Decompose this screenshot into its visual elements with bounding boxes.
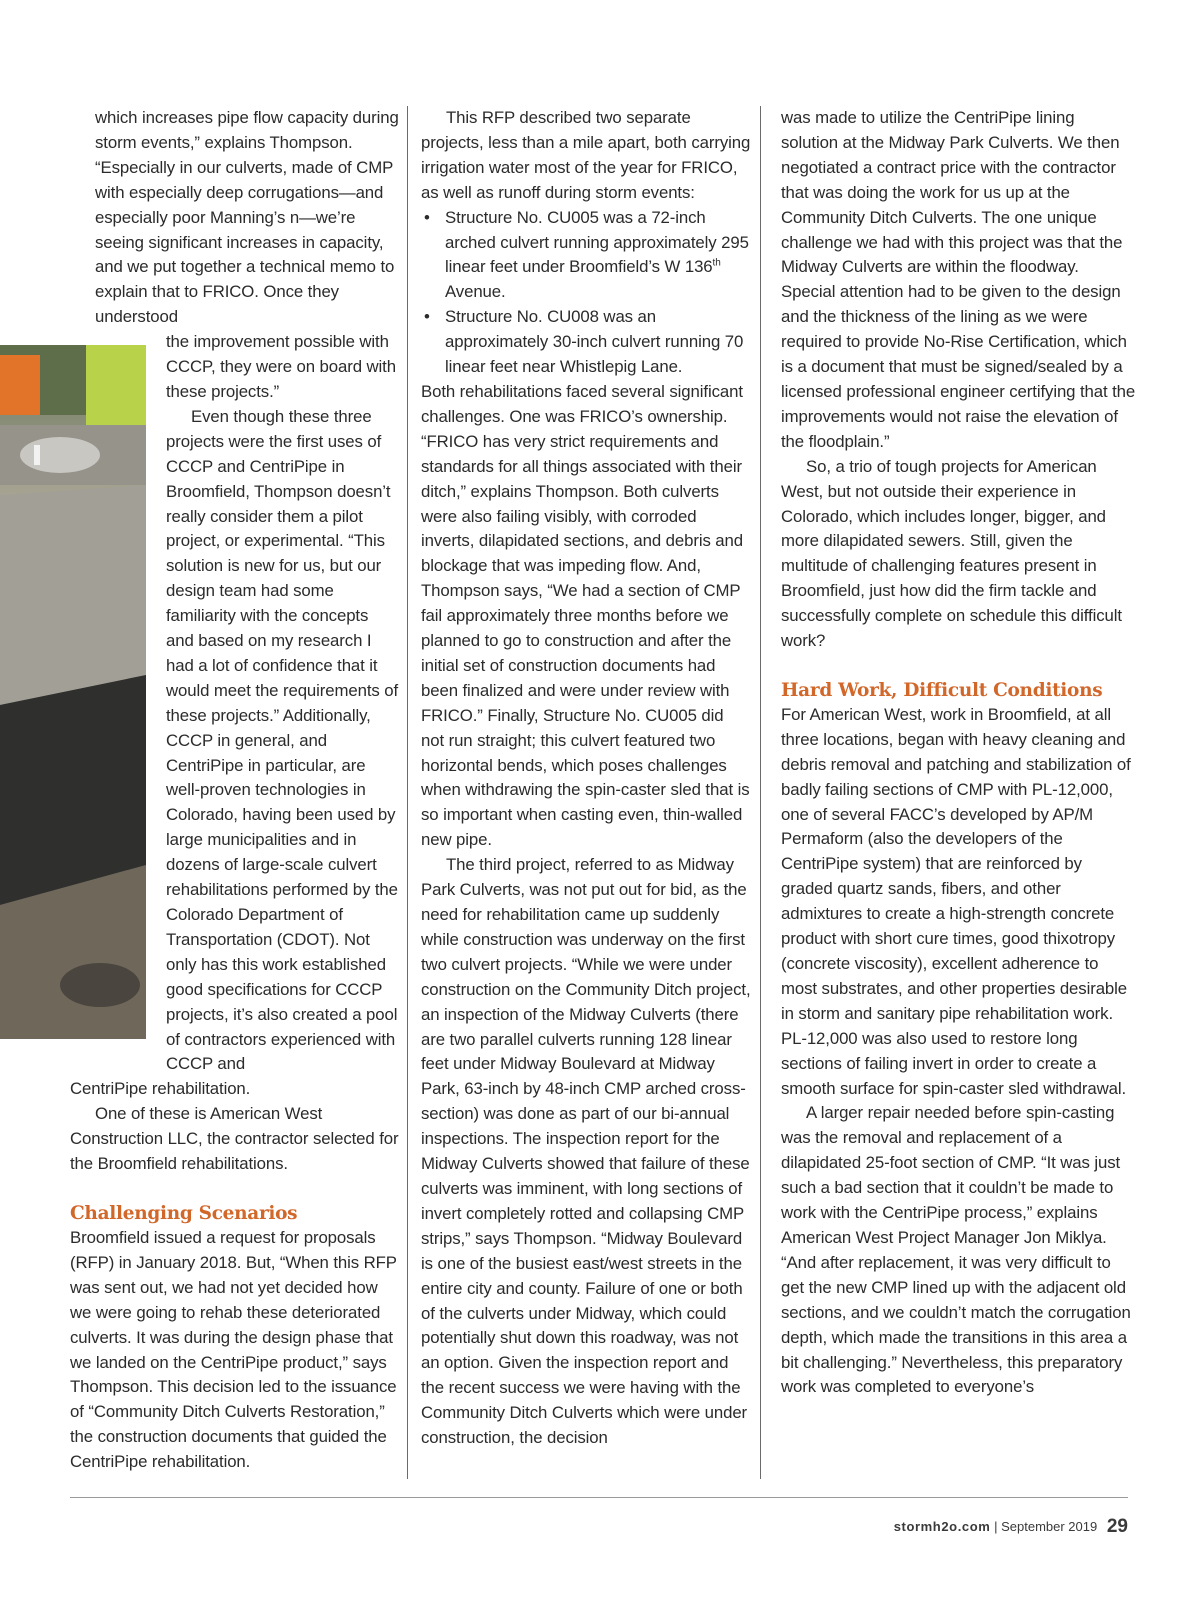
column-divider xyxy=(760,106,761,1479)
footer-separator: | xyxy=(994,1519,998,1534)
bullet-list xyxy=(421,206,751,380)
section-heading: Challenging Scenarios xyxy=(70,1202,298,1224)
bullet-item xyxy=(421,206,751,306)
paragraph: Even though these three projects were the first uses of CCCP and CentriPipe in Broomfield, Thompson doesn’t really consider them a pilot project, or experimental. “This solution is new for us, but our design team had some familiarity with the concepts and based on my research I had a lot of confidence that it would meet the requirements of these projects.” Additionally, CCCP in general, and CentriPipe in particular, are well-proven technologies in Colorado, having been used by large municipalities and in dozens of large-scale culvert rehabilitations performed by the Colorado Department of Transportation (CDOT). Not only has this work established good specifications for CCCP projects, it’s also created a pool of contractors experienced with CCCP and xyxy=(166,406,399,1074)
paragraph: Both rehabilitations faced several significant challenges. One was FRICO’s ownership. “FRICO has very strict requirements and standards for all things associated with their ditch,” explains Thompson. Both culverts were also failing visibly, with corroded inverts, dilapidated sections, and debris and blockage that was impeding flow. And, Thompson says, “We had a section of CMP fail approximately three months before we planned to go to construction and after the initial set of construction documents had been finalized and were under review with FRICO.” Finally, Structure No. CU005 did not run straight; this culvert featured two horizontal bends, which poses challenges when withdrawing the spin-caster sled that is so important when casting even, thin-walled new pipe. xyxy=(421,381,750,850)
bullet-text: Structure No. CU005 was a 72-inch arched culvert running approximately 295 linear feet under Broomfield’s W 136 xyxy=(445,207,749,277)
paragraph: A larger repair needed before spin-casting was the removal and replacement of a dilapidated 25-foot section of CMP. “It was just such a bad section that it couldn’t be made to work with the CentriPipe process,” explains American West Project Manager Jon Miklya. “And after replacement, it was very difficult to get the new CMP lined up with the adjacent old sections, and we couldn’t match the corrugation depth, which made the transitions in this area a bit challenging.” Nevertheless, this preparatory work was completed to everyone’s xyxy=(781,1103,1131,1397)
paragraph: For American West, work in Broomfield, at all three locations, began with heavy cleaning and debris removal and patching and stabilization of badly failing sections of CMP with PL-12,000, one of several FACC’s developed by AP/M Permaform (also the developers of the CentriPipe system) that are reinforced by graded quartz sands, fibers, and other admixtures to create a high-strength concrete product with short cure times, good thixotropy (concrete viscosity), excellent adherence to most substrates, and other properties desirable in storm and sanitary pipe rehabilitation work. PL-12,000 was also used to restore long sections of failing invert in order to create a smooth surface for spin-caster sled withdrawal. xyxy=(781,704,1131,1098)
paragraph: CentriPipe rehabilitation. xyxy=(70,1079,251,1099)
paragraph: So, a trio of tough projects for American West, but not outside their experience in Colorado, which includes longer, bigger, and more dilapidated sewers. Still, given the multitude of challenging features present in Broomfield, just how did the firm tackle and successfully complete on schedule this difficult work? xyxy=(781,456,1122,651)
paragraph: which increases pipe flow capacity during storm events,” explains Thompson. “Especially in our culverts, made of CMP with especially deep corrugations—and especially poor Manning’s n—we’re seeing significant increases in capacity, and we put together a technical memo to explain that to FRICO. Once they understood xyxy=(95,108,399,327)
superscript: th xyxy=(712,257,721,269)
paragraph: Broomfield issued a request for proposals (RFP) in January 2018. But, “When this RFP was sent out, we had not yet decided how we were going to rehab these deteriorated culverts. It was during the design phase that we landed on the CentriPipe product,” says Thompson. This decision led to the issuance of “Community Ditch Culverts Restoration,” the construction documents that guided the CentriPipe rehabilitation. xyxy=(70,1227,397,1472)
column-divider xyxy=(407,106,408,1479)
section-heading: Hard Work, Difficult Conditions xyxy=(781,679,1103,701)
article-column-1 xyxy=(70,106,400,1475)
bullet-text: Avenue. xyxy=(445,282,506,302)
page-footer xyxy=(894,1516,1128,1538)
paragraph: was made to utilize the CentriPipe lining solution at the Midway Park Culverts. We then negotiated a contract price with the contractor that was doing the work for us up at the Community Ditch Culverts. The one unique challenge we had with this project was that the Midway Culverts are within the floodway. Special attention had to be given to the design and the thickness of the lining as we were required to provide No-Rise Certification, which is a document that must be signed/sealed by a licensed professional engineer certifying that the improvements would not raise the elevation of the floodplain.” xyxy=(781,108,1136,451)
bullet-item: • Structure No. CU008 was an approximately 30-inch culvert running 70 linear feet near Whistlepig Lane. xyxy=(421,305,751,380)
article-column-3 xyxy=(781,106,1136,1400)
page-number: 29 xyxy=(1106,1516,1128,1537)
paragraph: One of these is American West Construction LLC, the contractor selected for the Broomfield rehabilitations. xyxy=(70,1104,399,1174)
footer-site[interactable]: stormh2o.com xyxy=(893,1519,991,1534)
paragraph: The third project, referred to as Midway Park Culverts, was not put out for bid, as the need for rehabilitation came up suddenly while construction was underway on the first two culvert projects. “While we were under construction on the Community Ditch project, an inspection of the Midway Culverts (there are two parallel culverts running 128 linear feet under Midway Boulevard at Midway Park, 63-inch by 48-inch CMP arched cross-section) was done as part of our bi-annual inspections. The inspection report for the Midway Culverts showed that failure of these culverts was imminent, with long sections of invert completely rotted and collapsing CMP strips,” says Thompson. “Midway Boulevard is one of the busiest east/west streets in the entire city and county. Failure of one or both of the culverts under Midway, which could potentially shut down this roadway, was not an option. Given the inspection report and the recent success we were having with the Community Ditch Culverts which were under construction, the decision xyxy=(421,855,751,1448)
article-column-2 xyxy=(421,106,751,1451)
footer-issue: September 2019 xyxy=(1001,1519,1098,1534)
paragraph: This RFP described two separate projects, less than a mile apart, both carrying irrigation water most of the year for FRICO, as well as runoff during storm events: xyxy=(421,108,751,202)
paragraph: the improvement possible with CCCP, they were on board with these projects.” xyxy=(166,332,396,401)
footer-rule xyxy=(70,1497,1128,1498)
